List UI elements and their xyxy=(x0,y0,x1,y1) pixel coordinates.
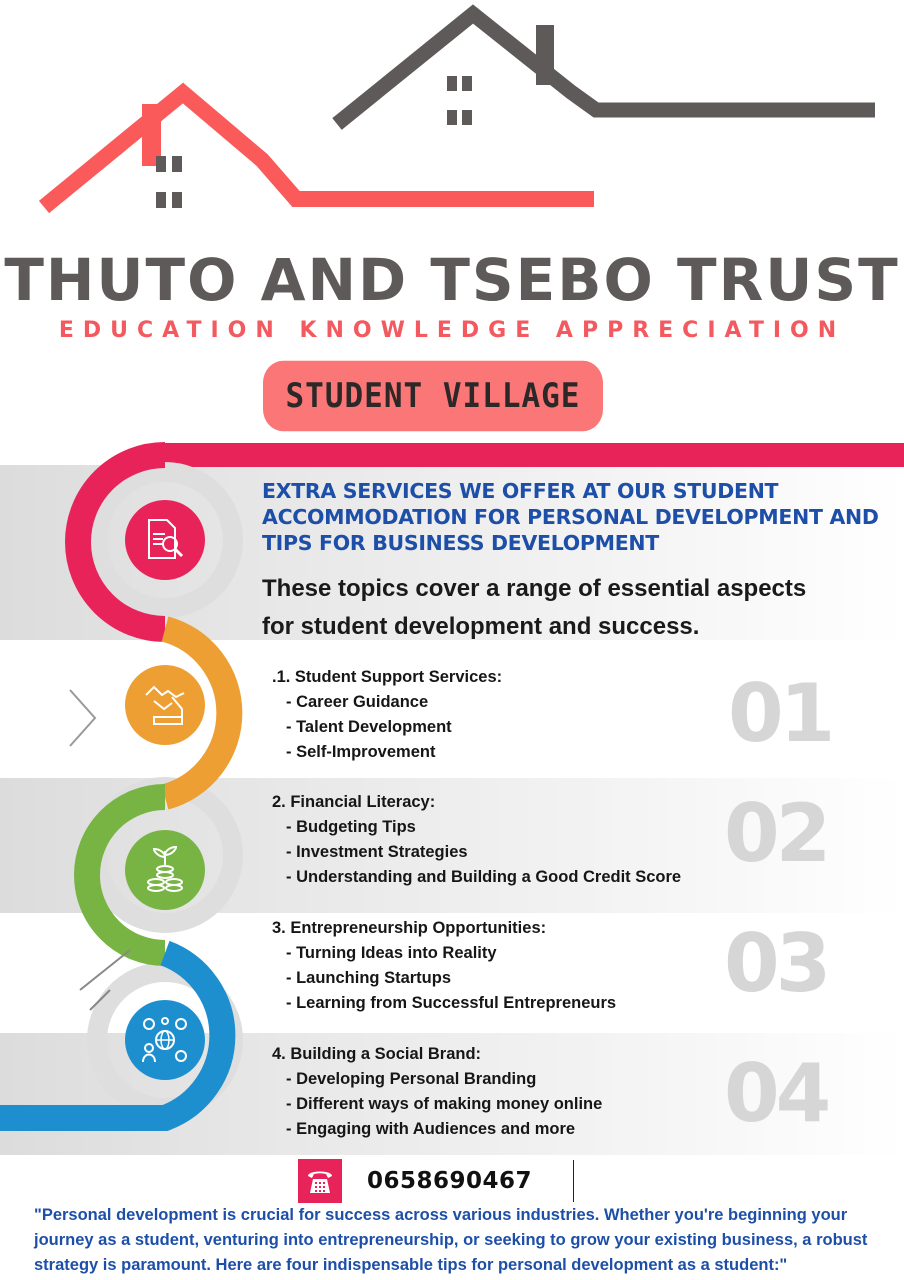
section-number-03: 03 xyxy=(724,917,828,1010)
list-item: - Turning Ideas into Reality xyxy=(286,944,497,962)
section-title: .1. Student Support Services: xyxy=(272,668,503,686)
vertical-divider xyxy=(573,1160,574,1202)
personal-development-quote: "Personal development is crucial for success across various industries. Whether you're beginning your journey as a student, venturing into entrepreneurship, or seeking to grow your existing business, a robust strategy is paramount. Here are four indispensable tips for personal development as a student:" xyxy=(34,1206,868,1274)
phone-contact xyxy=(298,1158,532,1204)
org-title: THUTO AND TSEBO TRUST xyxy=(4,246,900,314)
list-item: - Career Guidance xyxy=(286,693,429,711)
list-item: - Engaging with Audiences and more xyxy=(286,1120,576,1138)
section-number-02: 02 xyxy=(724,787,828,880)
intro-line-1: These topics cover a range of essential aspects xyxy=(262,575,807,602)
document-search-icon xyxy=(145,518,187,562)
section-student-support xyxy=(272,665,712,765)
section-title: 4. Building a Social Brand: xyxy=(272,1045,482,1063)
section-number-01: 01 xyxy=(728,667,832,760)
section-social-brand xyxy=(272,1042,712,1142)
list-item: - Learning from Successful Entrepreneurs xyxy=(286,994,617,1012)
list-item: - Talent Development xyxy=(286,718,452,736)
list-item: - Different ways of making money online xyxy=(286,1095,603,1113)
list-item: - Budgeting Tips xyxy=(286,818,416,836)
phone-number[interactable]: 0658690467 xyxy=(367,1168,533,1194)
intro-text xyxy=(262,570,882,646)
list-item: - Launching Startups xyxy=(286,969,451,987)
two-houses-logo-icon xyxy=(0,0,904,230)
section-title: 3. Entrepreneurship Opportunities: xyxy=(272,919,547,937)
list-item: - Developing Personal Branding xyxy=(286,1070,537,1088)
section-number-04: 04 xyxy=(724,1047,828,1140)
plant-coins-icon xyxy=(146,845,184,893)
list-item: - Self-Improvement xyxy=(286,743,436,761)
list-item: - Understanding and Building a Good Credit Score xyxy=(286,868,682,886)
social-network-globe-icon xyxy=(141,1016,189,1064)
services-headline: EXTRA SERVICES WE OFFER AT OUR STUDENT ACCOMMODATION FOR PERSONAL DEVELOPMENT AND TIPS FOR BUSINESS DEVELOPMENT xyxy=(262,479,879,555)
org-tagline: EDUCATION KNOWLEDGE APPRECIATION xyxy=(58,318,846,343)
handshake-contract-icon xyxy=(142,683,188,727)
section-financial-literacy xyxy=(272,790,712,890)
student-village-badge: STUDENT VILLAGE xyxy=(263,361,603,431)
section-title: 2. Financial Literacy: xyxy=(272,793,436,811)
section-entrepreneurship xyxy=(272,916,712,1016)
intro-line-2: for student development and success. xyxy=(262,613,700,640)
list-item: - Investment Strategies xyxy=(286,843,468,861)
telephone-icon xyxy=(298,1159,342,1203)
